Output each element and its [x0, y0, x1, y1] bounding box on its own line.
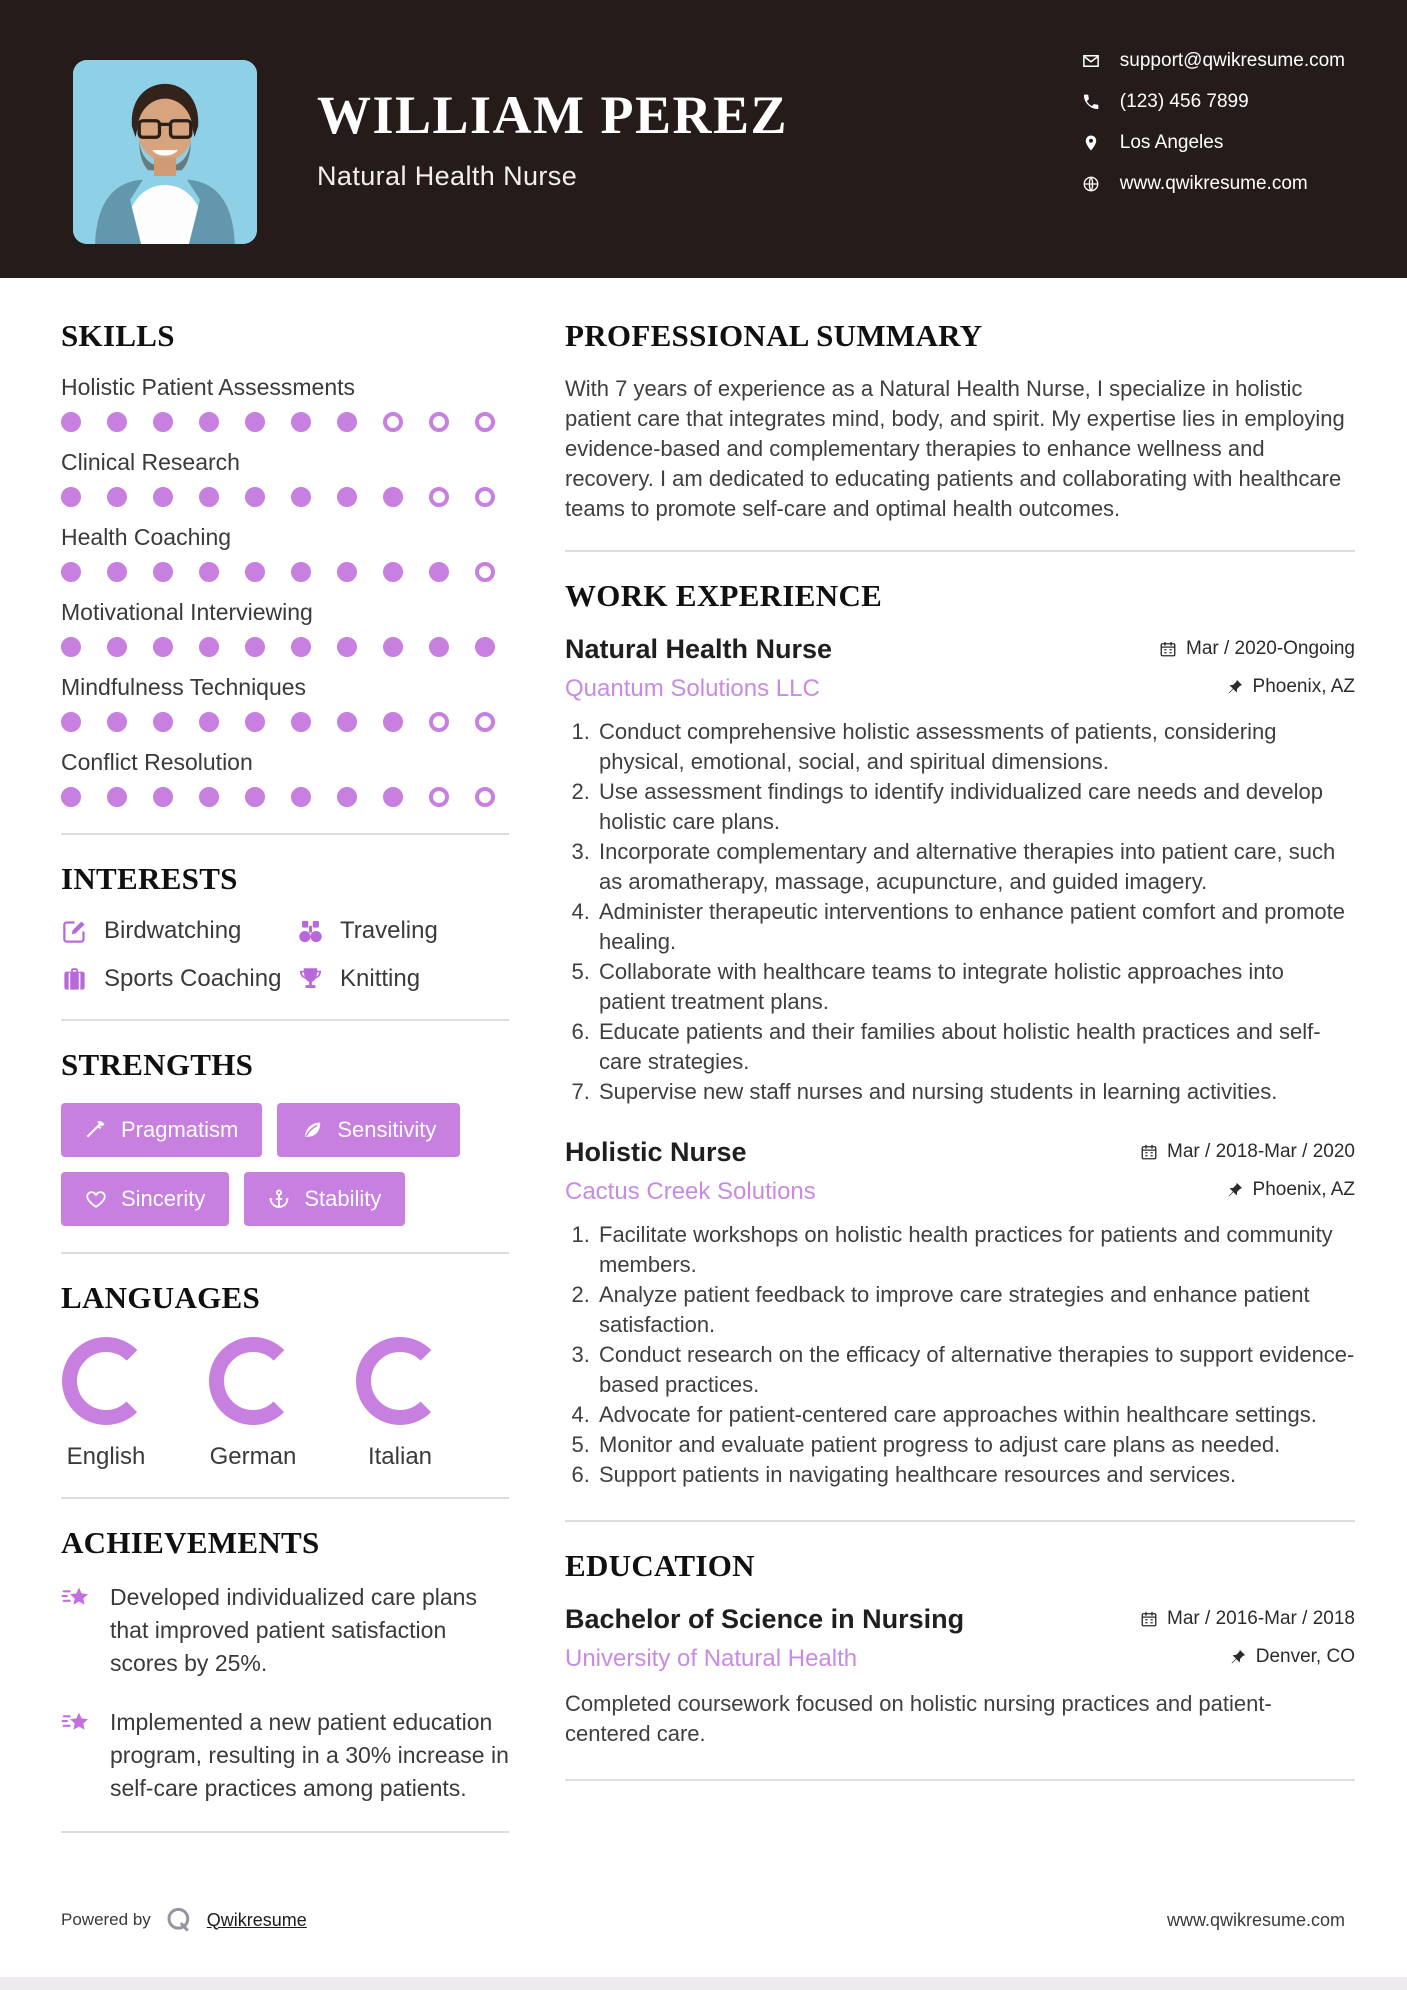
rating-dot-empty [475, 487, 495, 507]
pin-icon [1226, 1181, 1244, 1199]
strength-label: Pragmatism [121, 1117, 239, 1142]
rating-dot-filled [107, 712, 127, 732]
rating-dot-filled [245, 412, 265, 432]
contact-item[interactable] [1082, 50, 1345, 72]
education-description: Completed coursework focused on holistic nursing practices and patient-centered care. [565, 1691, 1272, 1746]
job-duty: 6. Support patients in navigating healthcare resources and services. [596, 1460, 1355, 1490]
pin-icon [1226, 678, 1244, 696]
rating-dot-filled [107, 787, 127, 807]
interest-item [61, 965, 297, 993]
sidebar [61, 318, 509, 1859]
education-location: Denver, CO [1229, 1646, 1355, 1668]
powered-by-label: Powered by [61, 1910, 151, 1929]
main-column [565, 318, 1355, 1807]
leaf-icon [301, 1119, 323, 1141]
job-location-text: Phoenix, AZ [1252, 676, 1355, 697]
contact-item[interactable] [1082, 91, 1345, 113]
content-columns [0, 278, 1407, 1873]
rating-dot-filled [153, 412, 173, 432]
rating-dot-filled [429, 637, 449, 657]
contact-text: support@qwikresume.com [1119, 50, 1345, 71]
rating-dot-filled [199, 712, 219, 732]
binoculars-icon [297, 918, 324, 945]
skill-item [61, 599, 509, 657]
rating-dot-filled [291, 712, 311, 732]
job-duty: 3. Incorporate complementary and alternative therapies into patient care, such as aromatherapy, massage, acupuncture, and guided imagery. [596, 837, 1355, 897]
person-title: Natural Health Nurse [317, 161, 578, 191]
skills-list [61, 374, 509, 807]
divider [61, 833, 509, 835]
skill-label: Clinical Research [61, 449, 240, 475]
rating-dot-filled [337, 562, 357, 582]
achievement-text: Developed individualized care plans that improved patient satisfaction scores by 25%. [110, 1584, 477, 1676]
job-duties-list [565, 1220, 1355, 1490]
rating-dot-filled [337, 412, 357, 432]
language-level-ring [208, 1336, 298, 1426]
divider [565, 1520, 1355, 1522]
contact-text: (123) 456 7899 [1119, 91, 1249, 112]
strength-label: Stability [304, 1186, 382, 1211]
interest-item [297, 965, 509, 993]
qwikresume-logo-icon [164, 1905, 194, 1935]
achievements-heading: ACHIEVEMENTS [61, 1525, 320, 1560]
experience-heading: WORK EXPERIENCE [565, 578, 883, 613]
rating-dot-filled [245, 787, 265, 807]
contact-text: www.qwikresume.com [1119, 173, 1308, 194]
skill-rating [61, 787, 509, 807]
brand-link[interactable]: Qwikresume [206, 1909, 307, 1930]
contact-item[interactable] [1082, 173, 1345, 195]
rating-dot-filled [199, 412, 219, 432]
rating-dot-filled [199, 562, 219, 582]
powered-by [61, 1905, 307, 1935]
website-link[interactable]: www.qwikresume.com [1166, 1909, 1345, 1930]
job-duty: 2. Analyze patient feedback to improve care strategies and enhance patient satisfaction. [596, 1280, 1355, 1340]
skill-item [61, 674, 509, 732]
contact-text: Los Angeles [1119, 132, 1224, 153]
job-entry [565, 634, 1355, 1107]
language-label: Italian [367, 1443, 433, 1470]
rating-dot-empty [475, 412, 495, 432]
calendar-icon [1140, 1610, 1158, 1628]
achievement-item [61, 1581, 509, 1680]
divider [61, 1497, 509, 1499]
language-label: English [66, 1443, 146, 1470]
rating-dot-filled [383, 562, 403, 582]
rating-dot-filled [383, 787, 403, 807]
education-degree: Bachelor of Science in Nursing [565, 1604, 965, 1634]
job-subheader [565, 675, 1355, 703]
strength-badge [244, 1172, 405, 1226]
job-duty: 5. Collaborate with healthcare teams to integrate holistic approaches into patient treatment plans. [596, 957, 1355, 1017]
rating-dot-filled [475, 637, 495, 657]
rating-dot-filled [153, 487, 173, 507]
briefcase-icon [61, 966, 88, 993]
job-duty: 5. Monitor and evaluate patient progress to adjust care plans as needed. [596, 1430, 1355, 1460]
job-duty: 6. Educate patients and their families about holistic health practices and self-care strategies. [596, 1017, 1355, 1077]
divider [61, 1252, 509, 1254]
rating-dot-filled [107, 562, 127, 582]
job-entry [565, 1137, 1355, 1490]
interest-label: Knitting [340, 965, 421, 992]
hammer-icon [85, 1119, 107, 1141]
job-location [1226, 1179, 1355, 1201]
rating-dot-filled [61, 412, 81, 432]
language-item [61, 1336, 151, 1471]
calendar-icon [1159, 640, 1177, 658]
job-company: Cactus Creek Solutions [565, 1178, 816, 1205]
rating-dot-empty [475, 712, 495, 732]
strength-badge [61, 1103, 262, 1157]
language-item [355, 1336, 445, 1471]
rating-dot-filled [61, 562, 81, 582]
achievement-item [61, 1706, 509, 1805]
languages-heading: LANGUAGES [61, 1280, 261, 1315]
language-item [208, 1336, 298, 1471]
rating-dot-empty [383, 412, 403, 432]
interest-label: Sports Coaching [104, 965, 282, 992]
skill-item [61, 449, 509, 507]
skill-rating [61, 412, 509, 432]
interests-list [61, 917, 509, 993]
skills-heading: SKILLS [61, 318, 175, 353]
job-duties-list [565, 717, 1355, 1107]
skill-rating [61, 487, 509, 507]
achievement-text: Implemented a new patient education program, resulting in a 30% increase in self-care practices among patients. [110, 1709, 509, 1801]
contact-block [1082, 50, 1345, 278]
job-duty: 4. Administer therapeutic interventions to enhance patient comfort and promote healing. [596, 897, 1355, 957]
job-duty: 7. Supervise new staff nurses and nursing students in learning activities. [596, 1077, 1355, 1107]
skill-label: Health Coaching [61, 524, 232, 550]
edit-icon [61, 918, 88, 945]
rating-dot-filled [291, 562, 311, 582]
person-name: WILLIAM PEREZ [317, 85, 789, 145]
job-title: Natural Health Nurse [565, 634, 833, 664]
summary-text: With 7 years of experience as a Natural Health Nurse, I specialize in holistic patient care that integrates mind, body, and spirit. My expertise lies in employing evidence-based and complementary therapies to enhance wellness and recovery. I am dedicated to educating patients and collaborating with healthcare teams to promote self-care and optimal health outcomes. [565, 376, 1345, 521]
rating-dot-filled [291, 412, 311, 432]
shooting-star-icon [61, 1583, 93, 1615]
language-level-ring [355, 1336, 445, 1426]
divider [565, 550, 1355, 552]
rating-dot-filled [199, 787, 219, 807]
rating-dot-filled [383, 637, 403, 657]
rating-dot-filled [61, 487, 81, 507]
job-company: Quantum Solutions LLC [565, 675, 820, 702]
rating-dot-filled [61, 787, 81, 807]
strengths-heading: STRENGTHS [61, 1047, 254, 1082]
rating-dot-filled [107, 487, 127, 507]
rating-dot-filled [291, 637, 311, 657]
divider [61, 1831, 509, 1833]
skill-label: Mindfulness Techniques [61, 674, 307, 700]
rating-dot-filled [245, 562, 265, 582]
rating-dot-filled [61, 712, 81, 732]
language-label: German [209, 1443, 297, 1470]
job-duty: 2. Use assessment findings to identify individualized care needs and develop holistic care plans. [596, 777, 1355, 837]
location-icon [1082, 134, 1100, 152]
rating-dot-empty [429, 787, 449, 807]
strength-label: Sincerity [121, 1186, 206, 1211]
jobs-list [565, 634, 1355, 1490]
strength-badge [277, 1103, 460, 1157]
rating-dot-filled [153, 562, 173, 582]
languages-list [61, 1336, 509, 1471]
job-duty: 1. Facilitate workshops on holistic health practices for patients and community members. [596, 1220, 1355, 1280]
strengths-list [61, 1103, 491, 1226]
calendar-icon [1140, 1143, 1158, 1161]
interest-label: Traveling [340, 917, 438, 944]
anchor-icon [268, 1188, 290, 1210]
email-icon [1082, 52, 1100, 70]
rating-dot-filled [337, 712, 357, 732]
skill-rating [61, 562, 509, 582]
job-header [565, 634, 1355, 665]
skill-item [61, 749, 509, 807]
job-header [565, 1137, 1355, 1168]
rating-dot-filled [383, 487, 403, 507]
footer [0, 1873, 1407, 1977]
rating-dot-filled [429, 562, 449, 582]
rating-dot-filled [61, 637, 81, 657]
rating-dot-empty [429, 712, 449, 732]
globe-icon [1082, 175, 1100, 193]
job-duty: 3. Conduct research on the efficacy of alternative therapies to support evidence-based practices. [596, 1340, 1355, 1400]
job-dates [1159, 638, 1355, 660]
phone-icon [1082, 93, 1100, 111]
job-subheader [565, 1178, 1355, 1206]
interest-label: Birdwatching [104, 917, 242, 944]
rating-dot-filled [199, 487, 219, 507]
rating-dot-filled [153, 712, 173, 732]
strength-badge [61, 1172, 229, 1226]
rating-dot-filled [107, 412, 127, 432]
heart-icon [85, 1188, 107, 1210]
achievements-list [61, 1581, 509, 1805]
skill-label: Conflict Resolution [61, 749, 253, 775]
education-heading: EDUCATION [565, 1548, 755, 1583]
strength-label: Sensitivity [337, 1117, 437, 1142]
skill-item [61, 374, 509, 432]
job-duty: 4. Advocate for patient-centered care approaches within healthcare settings. [596, 1400, 1355, 1430]
rating-dot-filled [291, 787, 311, 807]
job-dates-text: Mar / 2018-Mar / 2020 [1167, 1141, 1355, 1162]
job-dates [1140, 1141, 1355, 1163]
rating-dot-empty [475, 562, 495, 582]
header [0, 0, 1407, 278]
summary-heading: PROFESSIONAL SUMMARY [565, 318, 983, 353]
interest-item [297, 917, 509, 945]
rating-dot-filled [383, 712, 403, 732]
pin-icon [1229, 1648, 1247, 1666]
education-school: University of Natural Health [565, 1645, 858, 1672]
job-duty: 1. Conduct comprehensive holistic assessments of patients, considering physical, emotional, social, and spiritual dimensions. [596, 717, 1355, 777]
rating-dot-filled [245, 637, 265, 657]
skill-item [61, 524, 509, 582]
avatar [73, 60, 257, 244]
job-location [1226, 676, 1355, 698]
rating-dot-filled [153, 787, 173, 807]
language-level-ring [61, 1336, 151, 1426]
rating-dot-filled [107, 637, 127, 657]
job-dates-text: Mar / 2020-Ongoing [1186, 638, 1355, 659]
rating-dot-filled [291, 487, 311, 507]
shooting-star-icon [61, 1708, 93, 1740]
bottom-strip [0, 1977, 1407, 1990]
rating-dot-empty [429, 412, 449, 432]
rating-dot-filled [337, 487, 357, 507]
rating-dot-filled [199, 637, 219, 657]
rating-dot-filled [245, 712, 265, 732]
divider [565, 1779, 1355, 1781]
education-dates: Mar / 2016-Mar / 2018 [1140, 1608, 1355, 1630]
job-title: Holistic Nurse [565, 1137, 747, 1167]
contact-item[interactable] [1082, 132, 1345, 154]
divider [61, 1019, 509, 1021]
skill-rating [61, 712, 509, 732]
rating-dot-filled [337, 787, 357, 807]
rating-dot-filled [245, 487, 265, 507]
interests-heading: INTERESTS [61, 861, 238, 896]
profile-photo [73, 60, 257, 244]
job-location-text: Phoenix, AZ [1252, 1179, 1355, 1200]
interest-item [61, 917, 297, 945]
rating-dot-filled [337, 637, 357, 657]
education-entry [565, 1604, 1355, 1749]
identity-block [317, 84, 788, 278]
rating-dot-empty [429, 487, 449, 507]
skill-label: Holistic Patient Assessments [61, 374, 356, 400]
skill-rating [61, 637, 509, 657]
rating-dot-empty [475, 787, 495, 807]
trophy-icon [297, 966, 324, 993]
rating-dot-filled [153, 637, 173, 657]
skill-label: Motivational Interviewing [61, 599, 313, 625]
